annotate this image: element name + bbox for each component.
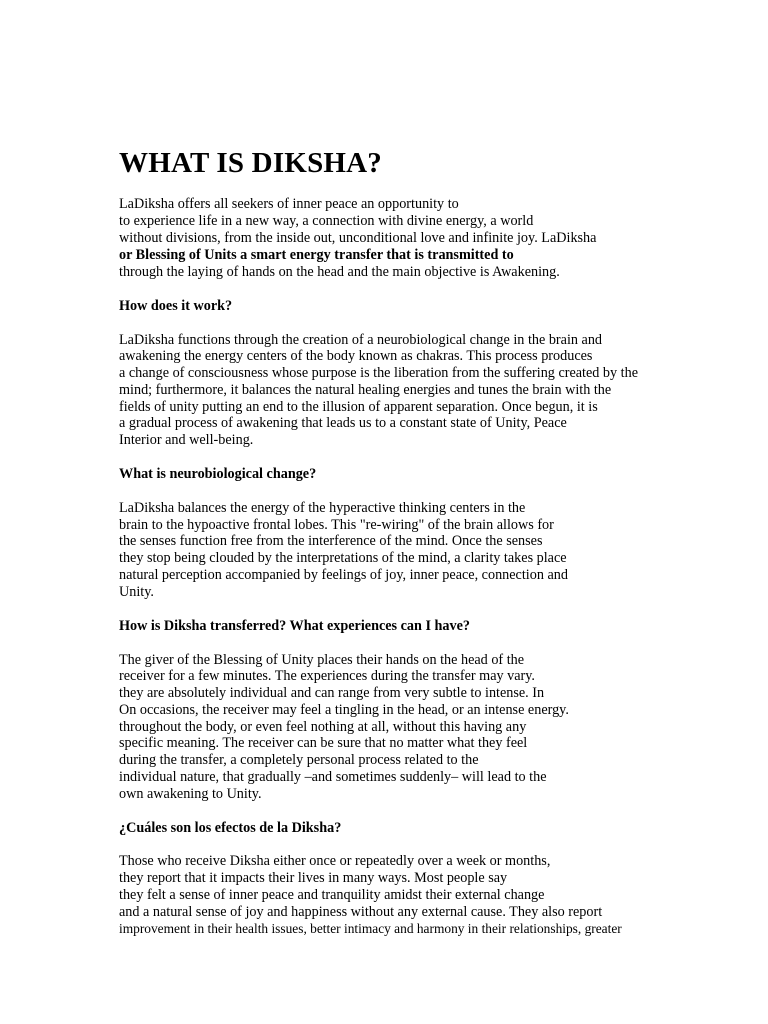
paragraph-line: they are absolutely individual and can range from very subtle to intense. In — [119, 685, 545, 701]
paragraph-line: receiver for a few minutes. The experiences during the transfer may vary. — [119, 668, 535, 684]
paragraph-line: Unity. — [119, 584, 154, 600]
intro-line: through the laying of hands on the head and the main objective is Awakening. — [119, 264, 560, 280]
paragraph-line: the senses function free from the interference of the mind. Once the senses — [119, 533, 543, 549]
paragraph-line: own awakening to Unity. — [119, 786, 262, 802]
paragraph-line: awakening the energy centers of the body known as chakras. This process produces — [119, 348, 593, 364]
paragraph-line: individual nature, that gradually –and sometimes suddenly– will lead to the — [119, 769, 547, 785]
paragraph-line: mind; furthermore, it balances the natural healing energies and tunes the brain with the — [119, 382, 612, 398]
paragraph-line: improvement in their health issues, better intimacy and harmony in their relationships, greater — [119, 921, 622, 936]
paragraph-line: they report that it impacts their lives in many ways. Most people say — [119, 870, 508, 886]
paragraph-line: they felt a sense of inner peace and tranquility amidst their external change — [119, 887, 545, 903]
intro-line: without divisions, from the inside out, unconditional love and infinite joy. LaDiksha — [119, 230, 597, 246]
paragraph-line: On occasions, the receiver may feel a tingling in the head, or an intense energy. — [119, 702, 569, 718]
paragraph-line: brain to the hypoactive frontal lobes. This "re-wiring" of the brain allows for — [119, 517, 554, 533]
paragraph-line: a gradual process of awakening that leads us to a constant state of Unity, Peace — [119, 415, 567, 431]
paragraph-line: and a natural sense of joy and happiness without any external cause. They also report — [119, 904, 603, 920]
page-title: WHAT IS DIKSHA? — [119, 147, 382, 179]
paragraph-line: throughout the body, or even feel nothing at all, without this having any — [119, 719, 527, 735]
paragraph-line: Those who receive Diksha either once or repeatedly over a week or months, — [119, 853, 551, 869]
paragraph-line: specific meaning. The receiver can be sure that no matter what they feel — [119, 735, 528, 751]
section-heading-effects: ¿Cuáles son los efectos de la Diksha? — [119, 820, 342, 836]
paragraph-line: fields of unity putting an end to the illusion of apparent separation. Once begun, it is — [119, 399, 598, 415]
section-heading-how-it-works: How does it work? — [119, 298, 233, 314]
intro-line: to experience life in a new way, a connection with divine energy, a world — [119, 213, 534, 229]
paragraph-line: Interior and well-being. — [119, 432, 254, 448]
section-heading-neurobiological-change: What is neurobiological change? — [119, 466, 317, 482]
section-heading-transfer: How is Diksha transferred? What experiences can I have? — [119, 618, 470, 634]
paragraph-line: during the transfer, a completely personal process related to the — [119, 752, 479, 768]
paragraph-line: LaDiksha balances the energy of the hyperactive thinking centers in the — [119, 500, 526, 516]
intro-line: LaDiksha offers all seekers of inner peace an opportunity to — [119, 196, 459, 212]
paragraph-line: they stop being clouded by the interpretations of the mind, a clarity takes place — [119, 550, 567, 566]
paragraph-line: The giver of the Blessing of Unity places their hands on the head of the — [119, 652, 525, 668]
paragraph-line: LaDiksha functions through the creation of a neurobiological change in the brain and — [119, 332, 603, 348]
intro-line-bold: or Blessing of Units a smart energy transfer that is transmitted to — [119, 247, 514, 263]
paragraph-line: natural perception accompanied by feelings of joy, inner peace, connection and — [119, 567, 568, 583]
paragraph-line: a change of consciousness whose purpose is the liberation from the suffering created by the — [119, 365, 639, 381]
